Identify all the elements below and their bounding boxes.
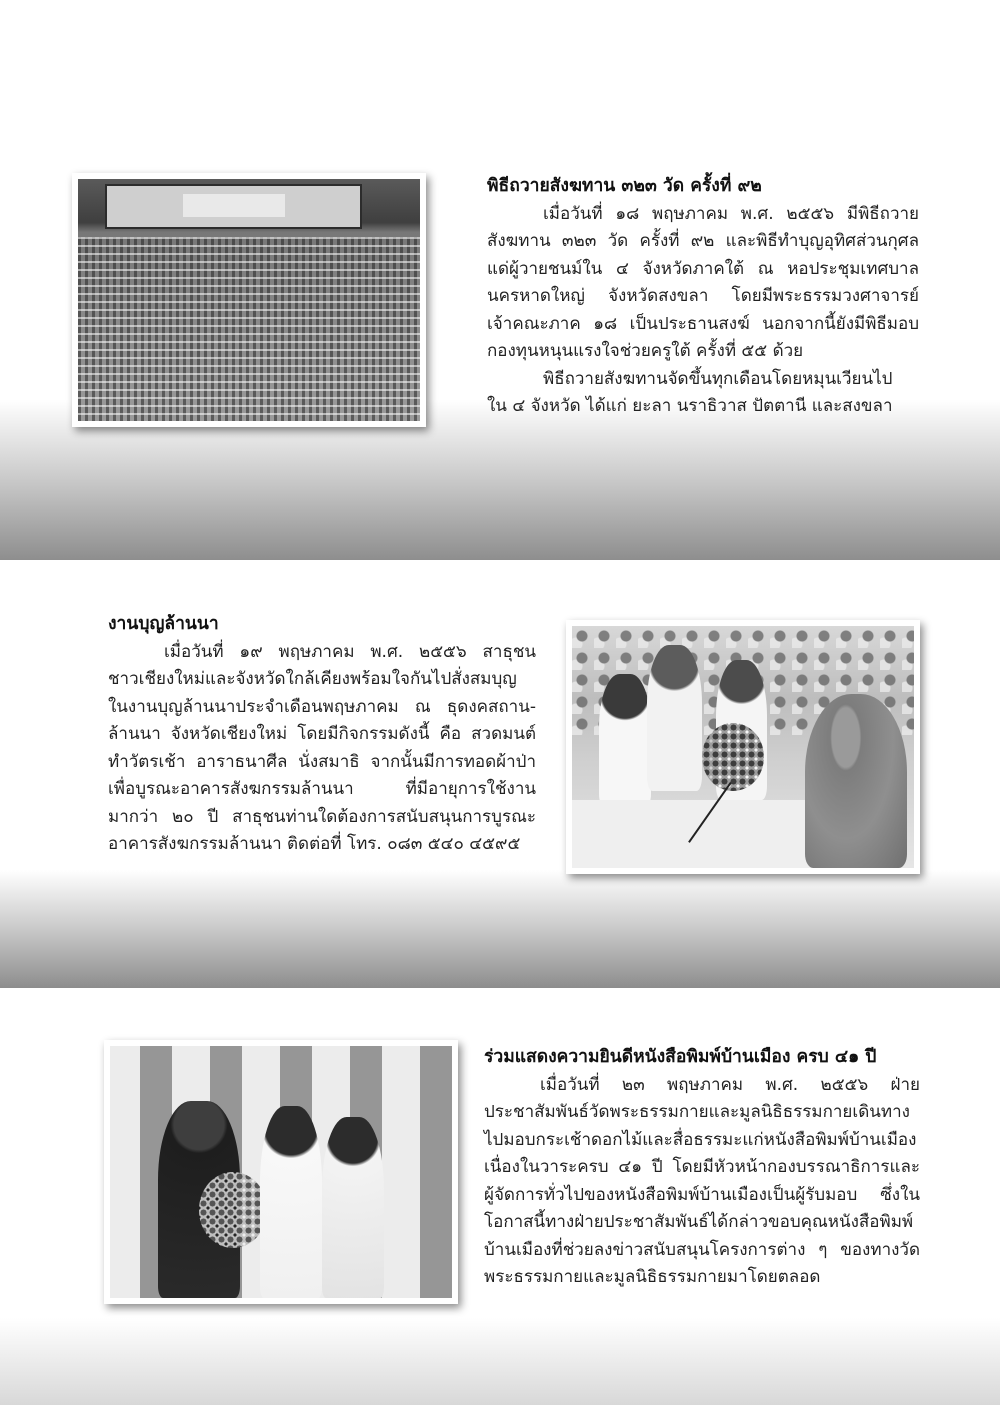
article-line: ไปมอบกระเช้าดอกไม้และสื่อธรรมะแก่หนังสือพิมพ์บ้านเมือง <box>484 1129 917 1150</box>
article-line: ผู้จัดการทั่วไปของหนังสือพิมพ์บ้านเมืองเป็นผู้รับมอบ ซึ่งใน <box>484 1184 920 1205</box>
flower-bouquet <box>199 1172 267 1248</box>
article-line: เมื่อวันที่ ๒๓ พฤษภาคม พ.ศ. ๒๕๕๖ ฝ่าย <box>540 1074 920 1095</box>
article-newspaper-anniversary <box>484 1044 920 1292</box>
article-line: สังฆทาน ๓๒๓ วัด ครั้งที่ ๙๒ และพิธีทำบุญอุทิศส่วนกุศล <box>487 231 919 251</box>
photo-newspaper-anniversary <box>104 1040 458 1304</box>
article-line: เมื่อวันที่ ๑๘ พฤษภาคม พ.ศ. ๒๕๕๖ มีพิธีถวาย <box>543 203 919 224</box>
article-title: งานบุญล้านนา <box>108 614 219 634</box>
article-line: เพื่อบูรณะอาคารสังฆกรรมล้านนา ที่มีอายุการใช้งาน <box>108 779 536 799</box>
article-line: พระธรรมกายและมูลนิธิธรรมกายมาโดยตลอด <box>484 1267 821 1287</box>
article-title: ร่วมแสดงความยินดีหนังสือพิมพ์บ้านเมือง ครบ ๔๑ ปี <box>484 1047 877 1067</box>
article-line: เนื่องในวาระครบ ๔๑ ปี โดยมีหัวหน้ากองบรรณาธิการและ <box>484 1157 920 1177</box>
article-line: พิธีถวายสังฆทานจัดขึ้นทุกเดือนโดยหมุนเวียนไป <box>543 368 893 389</box>
photo-assembly-hall <box>72 173 426 427</box>
person-woman <box>322 1117 384 1298</box>
article-line: บ้านเมืองที่ช่วยลงข่าวสนับสนุนโครงการต่าง ๆ ของทางวัด <box>484 1239 920 1260</box>
person-woman <box>599 674 650 807</box>
article-line: ประชาสัมพันธ์วัดพระธรรมกายและมูลนิธิธรรมกายเดินทาง <box>484 1102 910 1122</box>
article-title: พิธีถวายสังฆทาน ๓๒๓ วัด ครั้งที่ ๙๒ <box>487 176 762 196</box>
article-line: โอกาสนี้ทางฝ่ายประชาสัมพันธ์ได้กล่าวขอบคุณหนังสือพิมพ์ <box>484 1212 914 1232</box>
article-line: ทำวัตรเช้า อาราธนาศีล นั่งสมาธิ จากนั้นมีการทอดผ้าป่า <box>108 751 536 772</box>
person-man <box>647 645 702 790</box>
person-woman <box>260 1106 322 1298</box>
article-line: นครหาดใหญ่ จังหวัดสงขลา โดยมีพระธรรมวงศาจารย์ <box>487 286 919 306</box>
article-line: ชาวเชียงใหม่และจังหวัดใกล้เคียงพร้อมใจกันไปสั่งสมบุญ <box>108 669 517 689</box>
article-sangha-offering <box>487 173 919 421</box>
article-line: อาคารสังฆกรรมล้านนา ติดต่อที่ โทร. ๐๘๓ ๕๔๐ ๔๕๙๕ <box>108 834 521 854</box>
article-line: แด่ผู้วายชนม์ใน ๔ จังหวัดภาคใต้ ณ หอประชุมเทศบาล <box>487 258 919 279</box>
article-lanna-merit <box>108 611 536 859</box>
photo-monk-ceremony <box>566 620 920 874</box>
audience-rows <box>78 237 420 421</box>
article-line: กองทุนหนุนแรงใจช่วยครูใต้ ครั้งที่ ๕๕ ด้วย <box>487 341 804 361</box>
person-monk <box>805 694 908 868</box>
article-line: เจ้าคณะภาค ๑๘ เป็นประธานสงฆ์ นอกจากนี้ยังมีพิธีมอบ <box>487 313 919 334</box>
article-line: ล้านนา จังหวัดเชียงใหม่ โดยมีกิจกรรมดังนี้ คือ สวดมนต์ <box>108 724 536 744</box>
article-line: ในงานบุญล้านนาประจำเดือนพฤษภาคม ณ ธุดงคสถาน- <box>108 696 536 717</box>
stage-banner <box>105 184 362 229</box>
flower-bouquet <box>702 723 764 791</box>
article-line: เมื่อวันที่ ๑๙ พฤษภาคม พ.ศ. ๒๕๕๖ สาธุชน <box>164 641 536 662</box>
article-line: มากว่า ๒๐ ปี สาธุชนท่านใดต้องการสนับสนุนการบูรณะ <box>108 806 536 827</box>
table <box>572 800 829 868</box>
article-line: ใน ๔ จังหวัด ได้แก่ ยะลา นราธิวาส ปัตตานี และสงขลา <box>487 396 893 416</box>
